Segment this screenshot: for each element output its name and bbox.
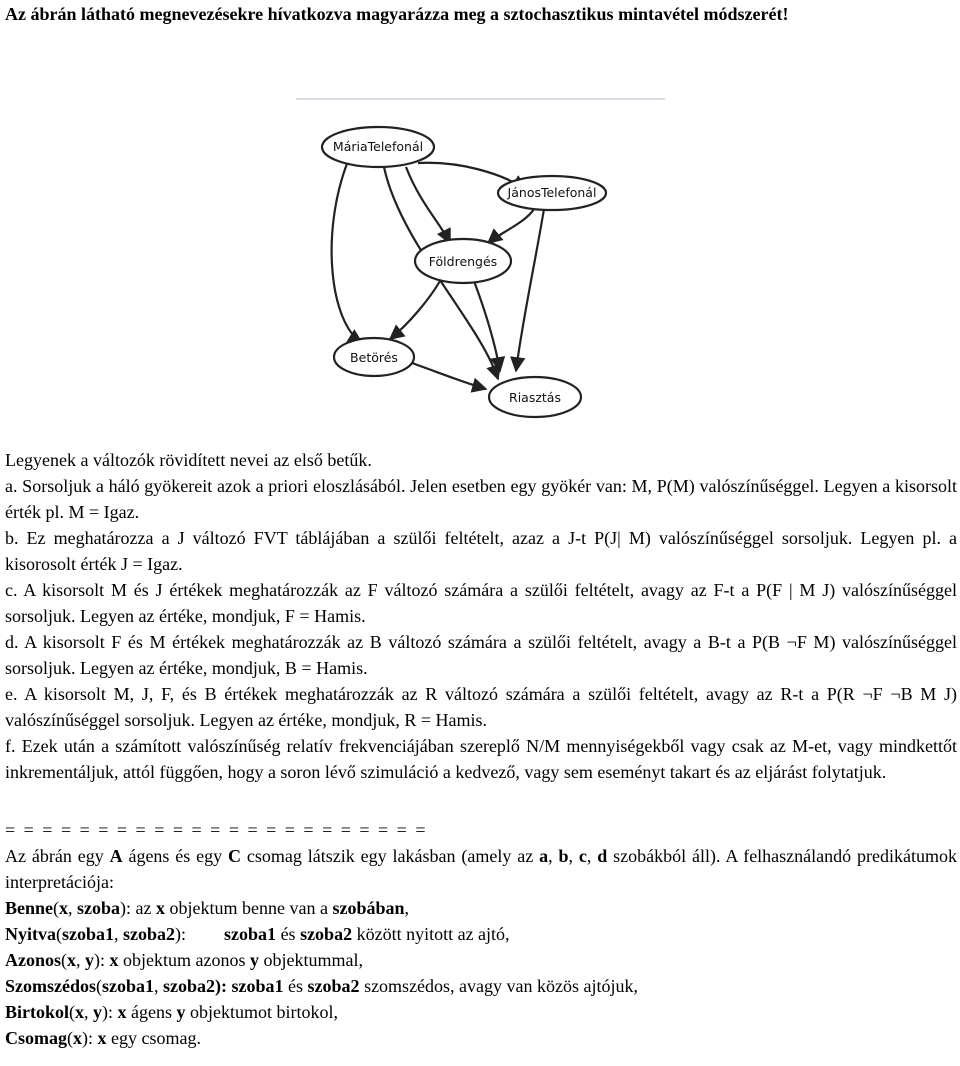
predicate-name: Nyitva xyxy=(5,924,56,944)
definition-text: : xyxy=(181,924,187,944)
definition-text: ágens xyxy=(126,1002,177,1022)
definition-term: szoba2 xyxy=(300,924,353,944)
predicate-arg: x xyxy=(59,898,69,918)
definition-term: y xyxy=(250,950,260,970)
definition-text: objektummal, xyxy=(259,950,363,970)
definition-text: , xyxy=(404,898,409,918)
step-c xyxy=(5,577,957,629)
problem-statement xyxy=(5,843,957,895)
step-d-pre: d. A kisorsolt F és M értékek meghatározzák az B változó számára a szülői feltételt, avagy a B-t a P(B xyxy=(5,632,781,652)
edge-betores-riasztas xyxy=(412,363,486,389)
problem-text: csomag látszik egy lakásban (amely az xyxy=(241,846,540,866)
problem-text: szobákból áll). A felhasználandó predikátumok interpretációja: xyxy=(5,846,957,892)
separator-line: = = = = = = = = = = = = = = = = = = = = = = = xyxy=(5,820,428,840)
negation-symbol: ¬ xyxy=(862,684,873,704)
step-b-pre: b. Ez meghatározza a J változó FVT táblájában a szülői feltételt, azaz a J-t P(J xyxy=(5,528,618,548)
paren: ( xyxy=(67,1028,73,1048)
problem-text: , xyxy=(586,846,598,866)
step-e-post: B M J) valószínűséggel sorsoljuk. Legyen az értéke, mondjuk, R = Hamis. xyxy=(5,684,957,730)
definition-term: szoba1 xyxy=(224,924,277,944)
comma: , xyxy=(76,950,86,970)
step-c-post: M J) valószínűséggel sorsoljuk. Legyen az értéke, mondjuk, F = Hamis. xyxy=(5,580,957,626)
predicate-arg: x xyxy=(75,1002,85,1022)
predicate-name: Szomszédos xyxy=(5,976,96,996)
comma: , xyxy=(68,898,78,918)
paren: ) xyxy=(175,924,182,944)
comma: , xyxy=(84,1002,94,1022)
definition-term: szoba2 xyxy=(307,976,360,996)
definition-text: : xyxy=(108,1002,118,1022)
definition-text: és xyxy=(283,976,308,996)
definition-text: : xyxy=(88,1028,98,1048)
problem-text: , xyxy=(568,846,579,866)
paren: ) xyxy=(82,1028,88,1048)
definition-azonos xyxy=(5,947,957,973)
definition-text: és xyxy=(276,924,301,944)
explanation-section xyxy=(5,449,957,1051)
definition-term: szoba1 xyxy=(231,976,284,996)
predicate-arg: szoba2 xyxy=(163,976,216,996)
blank-line xyxy=(5,785,957,811)
step-b-post: M) valószínűséggel sorsoljuk. Legyen pl. a kisorosolt érték J = Igaz. xyxy=(5,528,957,574)
definition-text: : xyxy=(100,950,110,970)
label-janos: JánosTelefonál xyxy=(507,185,597,200)
definition-nyitva xyxy=(5,921,957,947)
paren: ( xyxy=(69,1002,76,1022)
paren: ) xyxy=(120,898,127,918)
label-maria: MáriaTelefonál xyxy=(332,139,424,154)
paren: ): xyxy=(215,976,228,996)
definition-term: x xyxy=(97,1028,107,1048)
problem-text: , xyxy=(548,846,559,866)
predicate-arg: szoba2 xyxy=(123,924,176,944)
question-text: Az ábrán látható megnevezésekre hívatkozva magyarázza meg a sztochasztikus mintavétel módszerét! xyxy=(5,4,789,24)
edge-janos-foldrenges xyxy=(488,209,534,243)
predicate-arg: x xyxy=(73,1028,82,1048)
label-foldrenges: Földrengés xyxy=(428,254,498,269)
conditional-bar: | xyxy=(617,528,621,548)
definition-term: y xyxy=(176,1002,186,1022)
negation-symbol: ¬ xyxy=(890,684,901,704)
paren: ( xyxy=(56,924,62,944)
predicate-arg: x xyxy=(67,950,77,970)
agent-label: A xyxy=(109,846,123,866)
edge-foldrenges-riasztas xyxy=(474,281,500,371)
paren: ) xyxy=(94,950,101,970)
step-e-pre: e. A kisorsolt M, J, F, és B értékek meghatározzák az R változó számára a szülői feltételt, avagy az R-t a P(R xyxy=(5,684,855,704)
definition-text: objektum azonos xyxy=(118,950,251,970)
edge-janos-riasztas xyxy=(516,209,544,371)
definition-birtokol xyxy=(5,999,957,1025)
paren: ( xyxy=(96,976,102,996)
definition-text: : az xyxy=(126,898,157,918)
definition-text: objektumot birtokol, xyxy=(185,1002,339,1022)
step-a: a. Sorsoljuk a háló gyökereit azok a priori eloszlásából. Jelen esetben egy gyökér van: M, P(M) valószínűséggel. Legyen a kisorsolt érték pl. M = Igaz. xyxy=(5,476,957,522)
definition-text: között nyitott az ajtó, xyxy=(352,924,510,944)
intro-text: Legyenek a változók rövidített nevei az első betűk. xyxy=(5,450,372,470)
bayes-network-svg xyxy=(290,93,670,433)
paren: ( xyxy=(53,898,60,918)
definition-term: x xyxy=(109,950,119,970)
predicate-arg: y xyxy=(85,950,95,970)
definition-term: x xyxy=(156,898,166,918)
package-label: C xyxy=(228,846,242,866)
definition-szomszedos xyxy=(5,973,957,999)
predicate-name: Benne xyxy=(5,898,54,918)
step-f: f. Ezek után a számított valószínűség relatív frekvenciájában szereplő N/M mennyiségekből vagy csak az M-et, vagy mindkettőt inkrementáljuk, attól függően, hogy a soron lévő szimuláció a kedvező, vagy sem eseményt takart és az eljárást folytatjuk. xyxy=(5,736,957,782)
paren: ) xyxy=(102,1002,109,1022)
step-e xyxy=(5,681,957,733)
predicate-arg: szoba1 xyxy=(62,924,115,944)
predicate-arg: y xyxy=(93,1002,103,1022)
predicate-arg: szoba xyxy=(77,898,121,918)
step-b xyxy=(5,525,957,577)
edge-foldrenges-betores xyxy=(390,281,440,339)
paren: ( xyxy=(61,950,68,970)
problem-text: Az ábrán egy xyxy=(5,846,110,866)
label-riasztas: Riasztás xyxy=(509,390,561,405)
room-b: b xyxy=(558,846,569,866)
step-d-post: F M) valószínűséggel sorsoljuk. Legyen az értéke, mondjuk, B = Hamis. xyxy=(5,632,957,678)
definition-term: x xyxy=(117,1002,127,1022)
room-d: d xyxy=(597,846,608,866)
negation-symbol: ¬ xyxy=(786,632,797,652)
document-page xyxy=(5,0,957,27)
step-e-f: F xyxy=(872,684,883,704)
room-c: c xyxy=(578,846,587,866)
predicate-name: Birtokol xyxy=(5,1002,70,1022)
label-betores: Betörés xyxy=(350,350,398,365)
comma: , xyxy=(114,924,124,944)
predicate-name: Csomag xyxy=(5,1028,67,1048)
predicate-arg: szoba1 xyxy=(102,976,155,996)
step-d xyxy=(5,629,957,681)
edge-maria-foldrenges xyxy=(406,167,450,243)
definition-text: szomszédos, avagy van közös ajtójuk, xyxy=(359,976,638,996)
problem-text: ágens és egy xyxy=(122,846,229,866)
comma: , xyxy=(154,976,164,996)
definition-csomag xyxy=(5,1025,957,1051)
definition-benne xyxy=(5,895,957,921)
bayes-network-diagram xyxy=(290,93,670,433)
step-c-pre: c. A kisorsolt M és J értékek meghatározzák az F változó számára a szülői feltételt, avagy az F-t a P(F xyxy=(5,580,783,600)
edge-maria-betores xyxy=(332,161,362,343)
conditional-bar: | xyxy=(788,580,793,600)
definition-term: szobában xyxy=(332,898,405,918)
predicate-name: Azonos xyxy=(5,950,62,970)
definition-text: objektum benne van a xyxy=(165,898,333,918)
room-a: a xyxy=(539,846,549,866)
definition-text: egy csomag. xyxy=(106,1028,201,1048)
